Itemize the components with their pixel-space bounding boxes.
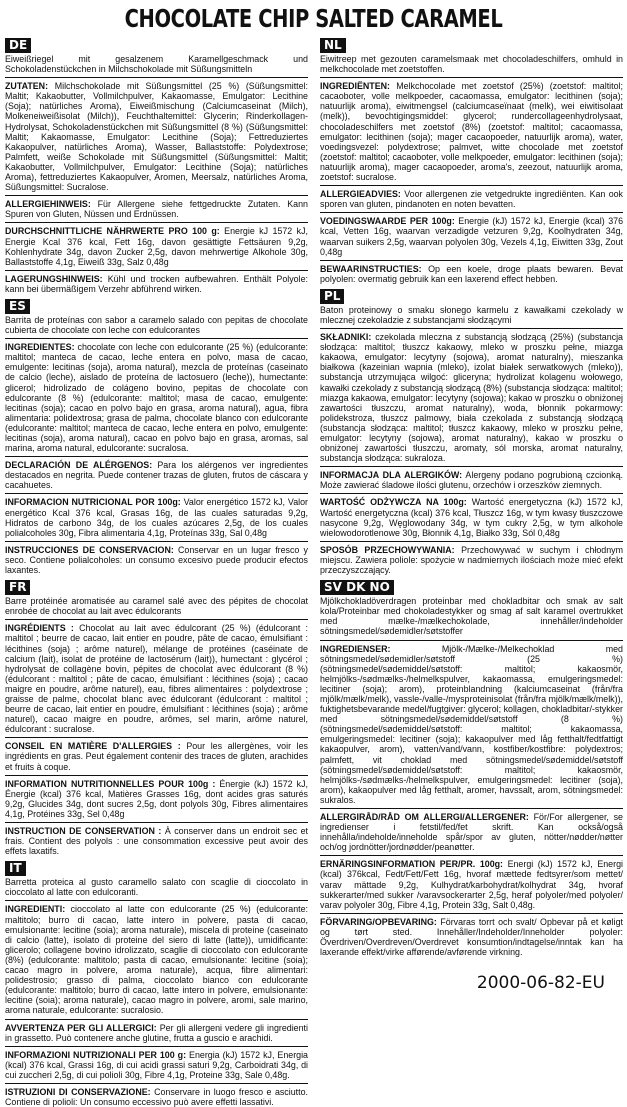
divider (320, 913, 623, 914)
allergy-es (5, 460, 308, 490)
divider (320, 185, 623, 186)
nutrition-sv (320, 859, 623, 909)
divider (320, 466, 623, 467)
ingredients-text-sv: Mjölk-/Mælke-/Melkechoklad med sötningsmedel/sødemidler/søtstoff (25 %) (sötningsmedel/sødemiddel/søtstoff: maltitol; kakaosmör, helmjölks-/sødmælks-/helmelkspulver, kakaomassa, emulgeringsmedel: lecitiner (soja); arom), proteinblandning (kalciumcaseinat (från/fra mjölk/mælk/melk), vassle-/valle-/mysproteinisolat (från/fra mjölk/mælk/melk)), fuktighetsbevarande medel/fugtgiver: glycerol; kollagen, chokladbitar/-stykker med sötningsmedel/sødemiddel/søtstoff (8 %) (sötningsmedel/sødemiddel/søtstoff: maltitol; kakaomassa, emulgeringsmedel: lecitiner (soja); kakaopulver med låg fetthalt/fedtfattigt kakaopulver, arom), vatten/vand/vann, kostfiber/kostfibre: polydextros; palmfett, vit choklad med sötningsmedel/sødemiddel/søtstoff (sötningsmedel/sødemiddel/søtstoff: maltitol; kakaosmör, helmjölks-/sødmælks-/helmelkspulver, emulgeringsmedel: lecitiner (soja), arom), kakaopulver med låg fetthalt, aromer, havssalt, arom, sötningsmedel: sukralos. (320, 643, 623, 805)
divider (5, 541, 308, 542)
storage-label-es: INSTRUCCIONES DE CONSERVACION: (5, 544, 174, 555)
product-description-fr: Barre protéinée aromatisée au caramel salé avec des pépites de chocolat enrobée de chocolat au lait avec édulcorants (5, 596, 308, 617)
product-description-nl: Eiwitreep met gezouten caramelsmaak met chocoladeschilfers, omhuld in melkchocolade met zoetstoffen. (320, 54, 623, 75)
divider (320, 493, 623, 494)
divider (5, 900, 308, 901)
language-badge-es: ES (5, 299, 30, 314)
ingredients-text-fr: Chocolat au lait avec édulcorant (25 %) (édulcorant : maltitol ; beurre de cacao, lait entier en poudre, pâte de cacao, émulsifiant : lécithines (soja) ; arôme naturel), mélange de protéines (caséinate de calcium (lait), isolat de protéine de lactosérum (lait)), humectant : glycérol ; hydrolysat de collagène bovin, pépites de chocolat avec édulcorant (8 %) (édulcorant : maltitol ; pâte de cacao, émulsifiant : lécithines (soja) ; cacao maigre en poudre, arôme naturel), eau, fibres alimentaires : polydextrose ; graisse de palme, chocolat blanc avec édulcorant (édulcorant : maltitol ; beurre de cacao, lait entier en poudre, émulsifiant : lécithines (soja) ; arôme naturel), cacao maigre en poudre, arômes, sel marin, arôme naturel, édulcorant : sucralose. (5, 623, 309, 735)
ingredients-label-es: INGREDIENTES: (5, 342, 75, 353)
language-badge-sv-dk-no: SV DK NO (320, 580, 394, 595)
nutrition-text-de: Energie kJ 1572 kJ, Energie Kcal 376 kcal, Fett 16g, davon gesättigte Fettsäuren 9,2g, Kohlenhydrate 34g, davon Zucker 2,5g, davon mehrwertige Alkohole 30g, Ballaststoffe 4,1g, Eiweiß 33g, Salz 0,48g (5, 226, 308, 267)
storage-nl (320, 264, 623, 284)
allergy-text-de: Für Allergene siehe fettgedruckte Zutaten. Kann Spuren von Gluten, Nüssen und Erdnüssen. (5, 199, 308, 220)
section-es (5, 297, 308, 575)
ingredients-es (5, 342, 308, 453)
storage-label-it: ISTRUZIONI DI CONSERVAZIONE: (5, 1086, 151, 1097)
divider (320, 77, 623, 78)
ingredients-it (5, 904, 308, 1015)
ingredients-label-nl: INGREDIËNTEN: (320, 81, 391, 92)
nutrition-label-pl: WARTOŚĆ ODŻYWCZA NA 100g: (320, 497, 467, 508)
allergy-text-es: Para los alérgenos ver ingredientes destacados en negrita. Puede contener trazas de gluten, frutos de cáscara y cacahuetes. (5, 460, 308, 491)
divider (5, 1019, 308, 1020)
nutrition-text-es: Valor energético 1572 kJ, Valor energético Kcal 376 kcal, Grasas 16g, de las cuales saturadas 9,2g, Hidratos de carbono 34g, de los cuales azúcares 2,5g, de los cuales polialcoholes 30g, Fibra alimentaria 4,1g, Proteínas 33g, Sal 0,48g (5, 497, 308, 538)
nutrition-label-es: INFORMACION NUTRICIONAL POR 100g: (5, 497, 181, 508)
ingredients-text-de: Milchschokolade mit Süßungsmittel (25 %) (Süßungsmittel: Maltit; Kakaobutter, Vollmilchpulver, Kakaomasse, Emulgator: Lecithine (Soja); natürliches Aroma), Eiweißmischung (Calciumcaseinat (Milch), Molkeneiweißisolat (Milch)), Feuchthaltemittel: Glycerin; Rinderkollagen-Hydrolysat, Schokoladenstückchen mit Süßungsmittel (8 %) (Süßungsmittel: Maltit; Kakaomasse, Emulgator: Lecithine (Soja); Fettreduziertes Kakaopulver, natürliches Aroma), Wasser, Ballaststoffe: Polydextrose; Palmfett, weiße Schokolade mit Süßungsmittel (Süßungsmittel: Maltit; Kakaobutter, Vollmilchpulver, Emulgator: Lecithine (Soja); natürliches Aroma), fettreduziertes Kakaopulver, Aromen, Meersalz, natürliches Aroma, Süßungsmittel: Sucralose. (5, 81, 308, 193)
divider (5, 338, 308, 339)
divider (5, 456, 308, 457)
divider (5, 822, 308, 823)
divider (5, 1083, 308, 1084)
nutrition-text-it: Energia (kJ) 1572 kJ, Energia (kcal) 376 kcal, Grassi 16g, di cui acidi grassi saturi 9,2g, Carboidrati 34g, di cui zuccheri 2,5g, di cui polioli 30g, Fibre 4,1g, Proteine 33g, Sale 0,48g. (5, 1049, 308, 1080)
ingredients-sv (320, 644, 623, 806)
nutrition-label-nl: VOEDINGSWAARDE PER 100g: (320, 216, 455, 227)
nutrition-fr (5, 779, 308, 819)
allergy-label-de: ALLERGIEHINWEIS: (5, 199, 91, 210)
language-badge-it: IT (5, 861, 26, 876)
allergy-sv (320, 812, 623, 852)
product-title: CHOCOLATE CHIP SALTED CARAMEL (124, 4, 503, 33)
ingredients-nl (320, 81, 623, 182)
storage-label-pl: SPOSÓB PRZECHOWYWANIA: (320, 544, 455, 555)
storage-de (5, 274, 308, 294)
allergy-label-pl: INFORMACJA DLA ALERGIKÓW: (320, 470, 463, 481)
section-sv-dk-no (320, 578, 623, 957)
allergy-nl (320, 189, 623, 209)
storage-es (5, 545, 308, 575)
nutrition-it (5, 1050, 308, 1080)
section-fr (5, 578, 308, 856)
section-it (5, 859, 308, 1107)
divider (320, 808, 623, 809)
storage-text-nl: Op een koele, droge plaats bewaren. Bevat polyolen: overmatig gebruik kan een laxerend effect hebben. (320, 263, 623, 284)
divider (5, 222, 308, 223)
nutrition-text-sv: Energi (kJ) 1572 kJ, Energi (kcal) 376kcal, Fedt/Fett/Fett 16g, hvoraf mættede fedtsyrer/som mettet/ varav mättade 9,2g, Kulhydrat/karbohydrat/kolhydrat 34g, hvoraf sukkerarter/med sukker /varavsockerarter 2,5g, heraf polyoler/med polyoler/ varav polyoler 30g, Fibre 4,1g, Protein 33g, Salt 0,48g. (320, 859, 623, 910)
ingredients-text-es: chocolate con leche con edulcorante (25 %) (edulcorante: maltitol; manteca de cacao, leche entera en polvo, masa de cacao, emulgente: lecitinas (soja), aroma natural), mezcla de proteínas (caseinato de calcio (leche), aislado de proteína de lactosuero (leche)), humectante: glicerol; hidrolizado de colágeno bovino, pepitas de chocolate con edulcorante (8 %) (edulcorante: maltitol; masa de cacao, emulgente: lecitinas (soja); cacao en polvo bajo en grasa, aroma natural), agua, fibra alimentaria: polidextrosa; grasa de palma, chocolate blanco con edulcorante (edulcorante: maltitol; manteca de cacao, leche entera en polvo, emulgente: lecitinas (soja), aroma natural), cacao en polvo bajo en grasa, aromas, sal marina, aroma natural, edulcorante: sucralosa. (5, 342, 308, 454)
nutrition-de (5, 226, 308, 266)
storage-label-nl: BEWAARINSTRUCTIES: (320, 263, 422, 274)
ingredients-label-fr: INGRÉDIENTS : (5, 623, 74, 634)
product-description-pl: Baton proteinowy o smaku słonego karmelu z kawałkami czekolady w mlecznej czekoladzie z substancjami słodzącymi (320, 304, 623, 325)
section-de (5, 36, 308, 294)
divider (5, 737, 308, 738)
ingredients-label-pl: SKŁADNIKI: (320, 332, 372, 343)
allergy-label-nl: ALLERGIEADVIES: (320, 189, 401, 200)
ingredients-label-de: ZUTATEN: (5, 81, 49, 92)
language-badge-nl: NL (320, 38, 346, 53)
product-description-es: Barrita de proteínas con sabor a caramelo salado con pepitas de chocolate cubierta de chocolate con leche con edulcorantes (5, 314, 308, 336)
storage-label-sv: FÖRVARING/OPBEVARING: (320, 916, 437, 927)
nutrition-label-sv: ERNÄRINGSINFORMATION PER/PR. 100g: (320, 859, 504, 870)
ingredients-text-it: cioccolato al latte con edulcorante (25 %) (edulcorante: maltitolo; burro di cacao, latte intero in polvere, pasta di cacao, emulsionante: lecitine (soia); aroma naturale), miscela di proteine (caseinato di calcio (latte), isolato di proteine del siero di latte (latte)), umidificante: glicerolo; collagene bovino idrolizzato, scaglie di cioccolato con edulcorante (8%) (edulcorante: maltitolo; pasta di cacao, emulsionante: lecitine (soia); cacao magro in polvere, aroma naturale), acqua, fibre alimentari: polidestrosio; grasso di palma, cioccolato bianco con edulcorante (edulcorante: maltitolo; burro di cacao, latte intero in polvere, emulsionante: lecitine (soia); aroma naturale), cacao magro in polvere, aromi, sale marino, aroma naturale, edulcorante: sucralosio. (5, 904, 308, 1016)
nutrition-es (5, 497, 308, 537)
allergy-text-fr: Pour les allergènes, voir les ingrédients en gras. Peut également contenir des traces de gluten, arachides et fruits à coque. (5, 741, 308, 772)
allergy-label-it: AVVERTENZA PER GLI ALLERGICI: (5, 1022, 157, 1033)
ingredients-label-it: INGREDIENTI: (5, 904, 66, 915)
ingredients-text-nl: Melkchocolade met zoetstof (25%) (zoetstof: maltitol; cacaoboter, volle melkpoeder, cacaomassa, emulgator: lecithinen (soja); natuurlijk aroma), eiwitmengsel (calciumcaseïnaat (melk), wei eiwitisolaat (melk)), bevochtigingsmiddel: glycerol; rundercollageenhydrolysaat, chocoladeschilfers met zoetstof (8%) (zoetstof: maltitol; cacaomassa, emulgator: lecithinen (soja); mager cacaopoeder, natuurlijk aroma), water, voedingsvezel: polydextrose; palmvet, witte chocolade met zoetstof (zoetstof: maltitol; cacaoboter, volle melkpoeder, emulgator: lecithinen (soja); natuurlijk aroma), mager cacaopoeder, aroma's, zeezout, natuurlijk aroma, zoetstof: sucralose. (320, 81, 623, 183)
right-column (320, 36, 623, 966)
storage-fr (5, 826, 308, 856)
allergy-label-sv: ALLERGIRÅD/RÅD OM ALLERGI/ALLERGENER: (320, 812, 529, 822)
allergy-fr (5, 741, 308, 771)
nutrition-nl (320, 216, 623, 256)
allergy-pl (320, 470, 623, 490)
left-column (5, 36, 309, 1107)
ingredients-text-pl: czekolada mleczna z substancją słodzącą (25%) (substancja słodząca: maltitol; tłuszcz kakaowy, mleko w proszku pełne, miazga kakaowa, emulgator: lecytyny (sojowa), aromat naturalny), mieszanka białkowa (kazeinian wapnia (mleko), izolat białek serwatkowych (mleko)), substancja utrzymująca wilgoć: glicerynа; hydrolizat kolagenu wołowego, kawałki czekolady z substancją słodzącą (8%) (substancja słodząca: maltitol; miazga kakaowa, emulgator: lecytyny (sojowa); kakao w proszku o obniżonej zawartości tłuszczu, aromat naturalny), woda, błonnik pokarmowy: polidekstroza, tłuszcz palmowy, biała czekolada z substancją słodzącą (substancja słodząca: maltitol; tłuszcz kakaowy, mleko w proszku pełne, emulgator: lecytyny (sojowa), aromat naturalny), kakao w proszku o obniżonej zawartości tłuszczu, aromaty, sól morska, aromat naturalny, substancja słodząca: sukraloza. (320, 332, 623, 464)
divider (5, 195, 308, 196)
language-badge-fr: FR (5, 580, 30, 595)
product-description-sv: Mjölkchokladöverdragen proteinbar med chokladbitar och smak av salt kola/Proteinbar med chokoladestykker og smag af salt karamel overtrukket med mælke-/mælkechokolade, innehåller/indeholder sötningsmedel/sødemidler/søtstoffer (320, 596, 623, 637)
storage-text-es: Conservar en un lugar fresco y seco. Contiene polialcoholes: un consumo excesivo puede producir efectos laxantes. (5, 544, 308, 576)
allergy-it (5, 1023, 308, 1043)
storage-text-de: Kühl und trocken aufbewahren. Enthält Polyole: kann bei übermäßigem Verzehr abführend wirken. (5, 273, 308, 294)
storage-text-fr: À conserver dans un endroit sec et frais. Contient des polyols : une consommation excessive peut avoir des effets laxatifs. (5, 826, 308, 857)
allergy-label-fr: CONSEIL EN MATIÈRE D'ALLERGIES : (5, 741, 181, 752)
allergy-text-sv: För/For allergener, se ingredienser i fetstil/fed/fet skrift. Kan också/også innehålla/indeholde/inneholde spår/spor av gluten, nötter/nødder/nøtter och/og jordnötter/jordnødder/peanøtter. (320, 812, 623, 853)
storage-text-sv: Förvaras torrt och svalt/ Opbevar på et køligt og tørt sted. Innehåller/Indeholder/Inneholder polyoler: Överdriven/Overdreven/Overdrevet konsumtion/indtagelse/inntak kan ha laxerande effekt/virke afførende/avførende virkning. (320, 916, 623, 958)
divider (5, 775, 308, 776)
divider (5, 77, 308, 78)
language-badge-de: DE (5, 38, 31, 53)
divider (320, 260, 623, 261)
divider (320, 541, 623, 542)
storage-label-de: LAGERUNGSHINWEIS: (5, 273, 103, 284)
divider (5, 493, 308, 494)
divider (320, 328, 623, 329)
divider (5, 1046, 308, 1047)
storage-sv (320, 917, 623, 957)
ingredients-label-sv: INGREDIENSER: (320, 643, 391, 654)
allergy-label-es: DECLARACIÓN DE ALÉRGENOS: (5, 460, 153, 471)
section-pl (320, 287, 623, 575)
language-badge-pl: PL (320, 289, 344, 304)
divider (320, 212, 623, 213)
product-description-it: Barretta proteica al gusto caramello salato con scaglie di cioccolato in cioccolato al latte con edulcoranti. (5, 877, 308, 898)
ingredients-de (5, 81, 308, 192)
divider (5, 270, 308, 271)
nutrition-text-nl: Energie (kJ) 1572 kJ, Energie (kcal) 376 kcal, Vetten 16g, waarvan verzadigde vetzuren 9,2g, Koolhydraten 34g, waarvan suikers 2,5g, waarvan polyolen 30g, Vezels 4,1g, Eiwitten 33g, Zout 0,48g (320, 216, 624, 257)
allergy-de (5, 199, 308, 219)
ingredients-fr (5, 623, 308, 734)
nutrition-label-it: INFORMAZIONI NUTRIZIONALI PER 100 g: (5, 1049, 187, 1060)
ingredients-pl (320, 332, 623, 463)
product-description-de: Eiweißriegel mit gesalzenem Karamellgeschmack und Schokoladenstückchen in Milchschokolade mit Süßungsmitteln (5, 54, 308, 75)
divider (320, 640, 623, 641)
storage-label-fr: INSTRUCTION DE CONSERVATION : (5, 826, 162, 836)
allergy-text-pl: Alergeny podano pogrubioną czcionką. Może zawierać śladowe ilości glutenu, orzechów i orzeszków ziemnych. (320, 470, 623, 491)
storage-text-pl: Przechowywać w suchym i chłodnym miejscu. Zawiera poliole: spożycie w nadmiernych ilościach może mieć efekt przeczyszczający. (320, 544, 623, 576)
nutrition-pl (320, 497, 623, 537)
divider (320, 855, 623, 856)
allergy-text-nl: Voor allergenen zie vetgedrukte ingrediënten. Kan ook sporen van gluten, pindanoten en noten bevatten. (320, 189, 623, 210)
nutrition-label-de: DURCHSCHNITTLICHE NÄHRWERTE PRO 100 g: (5, 226, 220, 237)
nutrition-label-fr: INFORMATION NUTRITIONNELLES POUR 100g : (5, 778, 216, 789)
nutrition-text-fr: Énergie (kJ) 1572 kJ, Énergie (kcal) 376 kcal, Matières Grasses 16g, dont acides gras saturés 9,2g, Glucides 34g, dont sucres 2,5g, dont polyols 30g, Fibres alimentaires 4,1g, Protéines 33g, Sel 0,48g (5, 778, 309, 819)
section-nl (320, 36, 623, 284)
storage-it (5, 1087, 308, 1107)
nutrition-text-pl: Wartość energetyczna (kJ) 1572 kJ, Wartość energetyczna (kcal) 376 kcal, Tłuszcz 16g, w tym kwasy tłuszczowe nasycone 9,2g, Węglowodany 34g, w tym cukry 2,5g, w tym alkohole wielowodorotlenowe 30g, Błonnik 4,1g, Białko 33g, Sól 0,48g (320, 497, 623, 538)
divider (5, 619, 308, 620)
storage-pl (320, 545, 623, 575)
allergy-text-it: Per gli allergeni vedere gli ingredienti in grassetto. Può contenere anche glutine, frutta a guscio e arachidi. (5, 1022, 308, 1043)
batch-code: 2000-06-82-EU (476, 973, 605, 993)
storage-text-it: Conservare in luogo fresco e asciutto. Contiene di polioli: Un consumo eccessivo può avere effetti lassativi. (5, 1086, 308, 1107)
